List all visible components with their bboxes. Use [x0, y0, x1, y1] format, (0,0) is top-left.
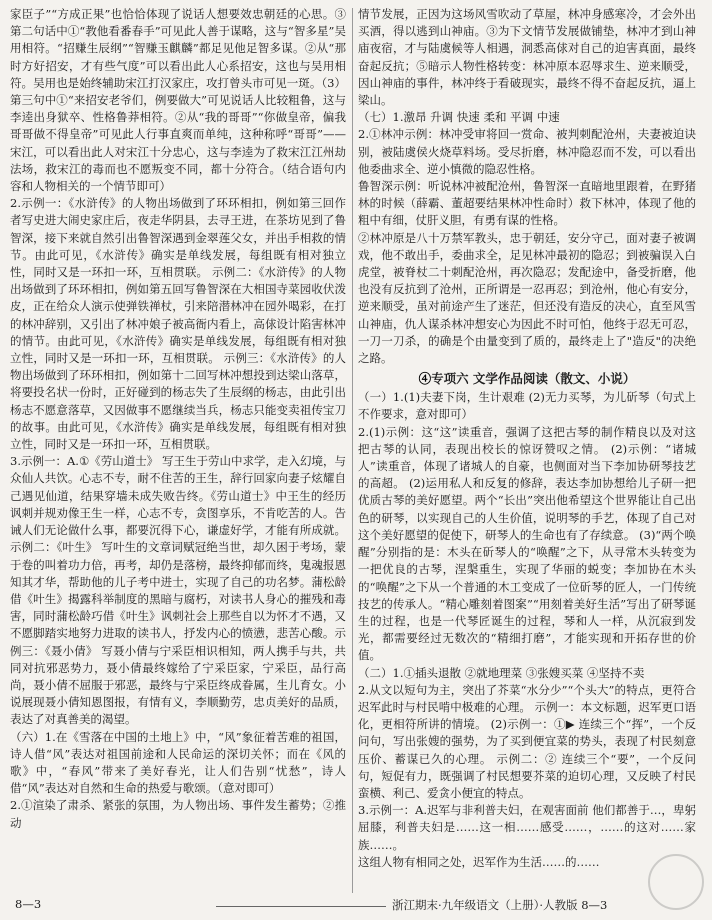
left-paragraph-3: 3.示例一：A.①《劳山道士》 写王生于劳山中求学，走入幻境，与众仙人共饮。心志不专，耐不住苦的王生，辞行回家向妻子炫耀自己遇见仙道，结果穿墙未成失败告终。《劳山道士》中王生的经历讽刺并规劝像王生一样，心志不专，贪图享乐，不肯吃苦的人。告诫人们无论做什么事，都要沉得下心，谦虚好学，才能有所成就。示例二：《叶生》 写叶生的文章词赋冠绝当世，却久困于考场，蒙于卷的叫着功力倍，再考，却仍是落榜，最终抑郁而终，鬼魂报恩知其才华，帮助他的儿子考中进士，实现了自己的功名梦。蒲松龄借《叶生》揭露科举制度的黑暗与腐朽，对读书人身心的摧残和毒害，同时蒲松龄巧借《叶生》讽刺社会上那些自以为怀才不遇，又不愿脚踏实地努力进取的读书人，抒发内心的愤懑，悲苦心酸。示例三：《聂小倩》 写聂小倩与宁采臣相识相知，两人携手与共，共同对抗邪恶势力，聂小倩最终嫁给了宁采臣家，宁采臣，品行高尚，聂小倩不屈服于邪恶，最终与宁采臣终成眷属，生儿育女。小说展现聂小倩知恩图报，有情有义，李顺勤劳，忠贞美好的品质，表达了对真善美的渴望。 — [10, 454, 346, 727]
part1-q1: （一）1.(1)夫妻下岗，生计艰难 (2)无力买琴，为儿斫琴（句式上不作要求，意对即可） — [358, 390, 696, 422]
part2-q2: 2.从文以短句为主，突出了芥菜“水分少”“个头大”的特点，更符合迟军此时与村民啃中极难的心理。 示例一：本文标题，迟军更口语化，更相符所讲的情境。 (2)示例一：①▶ 连续三个“挥”，一个反问句，写出张嫂的强势，为了买到便宜菜的势头，表现了村民刻意压价、蓄谋已久的心理。 示例二：② 连续三个“要”，一个反问句，短促有力，既强调了村民想要芥菜的迫切心理，又反映了村民蛮横、利己、爱贪小便宜的特点。 — [358, 682, 696, 800]
section7-answer: （七）1.激昂 升调 快速 柔和 平调 中速 — [358, 110, 560, 125]
part1-q2: 2.(1)示例：这“这”读重音，强调了这把古琴的制作精良以及对这把古琴的认同，表现出校长的惊讶赞叹之情。 (2)示例：“诸城人”读重音，体现了诸城人的自豪，也侧面对当下李加协研琴技艺的高超。 (2)运用私人和反复的修辞，表达李加协想给儿子研一把优质古琴的美好愿望。两个“长出”突出他希望这个世界能让自己出色的研琴，以实现自己的人生价值，说明琴的手艺，体现了自己对这个美好愿望的促使下，研琴人的生命也有了存续意。 (3)“两个唤醒”分别指的是：木头在斫琴人的“唤醒”之下，从寻常木头转变为一把优良的古琴，涅槃重生，实现了华丽的蜕变；李加协在木头的“唤醒”之下从一个普通的木工变成了一位斫琴的匠人，一门传统技艺的传承人。“精心雕刻着图案”“用刻着美好生活”写出了研琴诞生的过程，也是一代琴匠诞生的过程，琴和人一样，从沉寂到发光，都需要经过无数次的“精细打磨”，才能实现和开拓存世的价值。 — [358, 424, 696, 663]
part2-q1: （二）1.①插头退散 ②就地理菜 ③张嫂买菜 ④坚持不卖 — [358, 665, 645, 680]
section-title — [358, 369, 696, 388]
part2-q3b: 这组人物有相同之处，迟军作为生活……的…… — [358, 854, 600, 869]
part2-q3: 3.示例一：A.迟军与非利普夫妇，在观害面前 他们都善于…，卑躬屈膝，利普夫妇是……这一相……感受……，……的这对……家族……。 — [358, 803, 696, 852]
section7-item2c: ②林冲原是八十万禁军教头，忠于朝廷，安分守己，面对妻子被调戏，他不敢出手，委曲求全，足见林冲最初的隐忍；到被骗误入白虎堂，被脊杖二十刺配沧州，再次隐忍；发配途中，备受折磨，他也没有反抗到了沧州，正所谓是一忍再忍；到沧州，他心有安分，逆来顺受，虽对前途产生了迷茫，但还没有造反的决心，直至风雪山神庙，仇人谋杀林冲想安心为因此不时可怕，他终于忍无可忍，一刀一刀杀，的确是个由量变到了质的，最终走上了"造反"的决绝之路。 — [358, 230, 696, 366]
right-paragraph-1: 情节发展，正因为这场风雪吹动了草屋，林冲身感寒冷，才会外出买酒，得以逃到山神庙。③为下文情节发展做铺垫，林冲才到山神庙夜宿，才与陆虞候等人相遇，洞悉高俅对自己的迫害真面，最终奋起反抗；⑤暗示人物性格转变：林冲原本忍辱求生、逆来顺受，因山神庙的事件，林冲终于看破现实，最终不得不奋起反抗，逼上梁山。 — [358, 7, 696, 108]
section6-item2: 2.①渲染了肃杀、紧张的氛围，为人物出场、事件发生蓄势；②推动 — [10, 798, 346, 830]
section-title-text: 专项六 文学作品阅读（散文、小说） — [431, 371, 636, 387]
footer-rule-left — [216, 906, 386, 907]
footer — [210, 897, 607, 913]
left-paragraph-1: 家臣子”“方成正果”也恰恰体现了说话人想要效忠朝廷的心思。③第二句话中①“教他看番春手”可见此人善于谋略，这与“智多星”吴用相符。“招赚生辰纲”“智赚玉麒麟”都足见他足智多谋。②从“那时方好招安，才有些气度”可以看出此人心系招安，这也与吴用相符。吴用也是始终辅助宋江打汉家庄，攻打曾头市可见一斑。（3）第三句中①“来招安老爷们，例要做大”可见说话人比较粗鲁，这与李逵出身狱卒、性格鲁莽相符。②从“我的哥哥”“你做皇帝，偏我哥哥做不得皇帝”可见此人行事直爽而单纯，这种称呼“哥哥”——宋江，可以看出此人对宋江十分忠心，这与李逵为了救宋江江州劫法场，救宋江的毒而也不愿叛变不同，都十分符合。（结合语句内容和人物相关的一个情节即可） — [10, 7, 346, 194]
right-column — [358, 6, 696, 896]
section-number-icon: ④ — [418, 371, 432, 387]
column-divider — [352, 8, 353, 893]
watermark-stamp-icon — [648, 854, 704, 910]
page-number: 8—3 — [15, 897, 42, 911]
section6-answer: （六）1.在《雪落在中国的土地上》中，“风”象征着苦难的祖国，诗人借“风”表达对祖国前途和人民命运的深切关怀；而在《风的歌》中，“春风”带来了美好春光，让人们告别“忧愁”，诗人借“风”表达对自然和生命的热爱与歌颂。（意对即可） — [10, 729, 346, 796]
section7-item2b: 鲁智深示例：听说林冲被配沧州，鲁智深一直暗地里跟着，在野猪林的时候（薛霸、董超要结果林冲性命时）救下林冲，体现了他的粗中有细，仗肝义胆，有勇有谋的性格。 — [358, 179, 696, 228]
footer-page-label: 8—3 — [581, 898, 608, 912]
left-column — [10, 6, 346, 896]
footer-book-label: 浙江期末·九年级语文（上册）·人教版 — [392, 898, 578, 912]
section7-item2: 2.①林冲示例：林冲受审将回一赏命、被判刺配沧州，夫妻被迫诀别，被陆虞侯火烧草料场。受尽折磨，林冲隐忍而不发，可以看出他委曲求全、逆小慎微的隐忍性格。 — [358, 127, 696, 176]
left-paragraph-2: 2.示例一：《水浒传》的人物出场做到了环环相扣，例如第三回作者写史进大闹史家庄后，夜走华阴县，去寻王进，在茶坊见到了鲁智深，接下来就自然引出鲁智深遇到金翠莲父女，并出手相救的情节。由此可见，《水浒传》确实是单线发展，每组既有相对独立性，同时又是一环扣一环，互相贯联。 示例二：《水浒传》的人物出场做到了环环相扣，例如第五回写鲁智深在大相国寺菜园收伏泼皮，正在给众人演示使弹铁禅杖，引来陪潜林冲在园外喝彩，在打的林冲辞别，又引出了林冲娘子被高衙内看上，高俅设计陷害林冲的情节。由此可见，《水浒传》确实是单线发展，每组既有相对独立性，同时又是一环扣一环，互相贯联。 示例三：《水浒传》的人物出场做到了环环相扣，例如第十二回写林冲想投到达梁山落草，将要投名状一份时，正好碰到的杨志失了生辰纲的杨志，由此引出杨志不愿意落草，又因做事不愿继续当兵，杨志只能变卖祖传宝刀的故事。由此可见，《水浒传》确实是单线发展，每组既有相对独立性，同时又是一环扣一环，互相贯联。 — [10, 196, 346, 452]
